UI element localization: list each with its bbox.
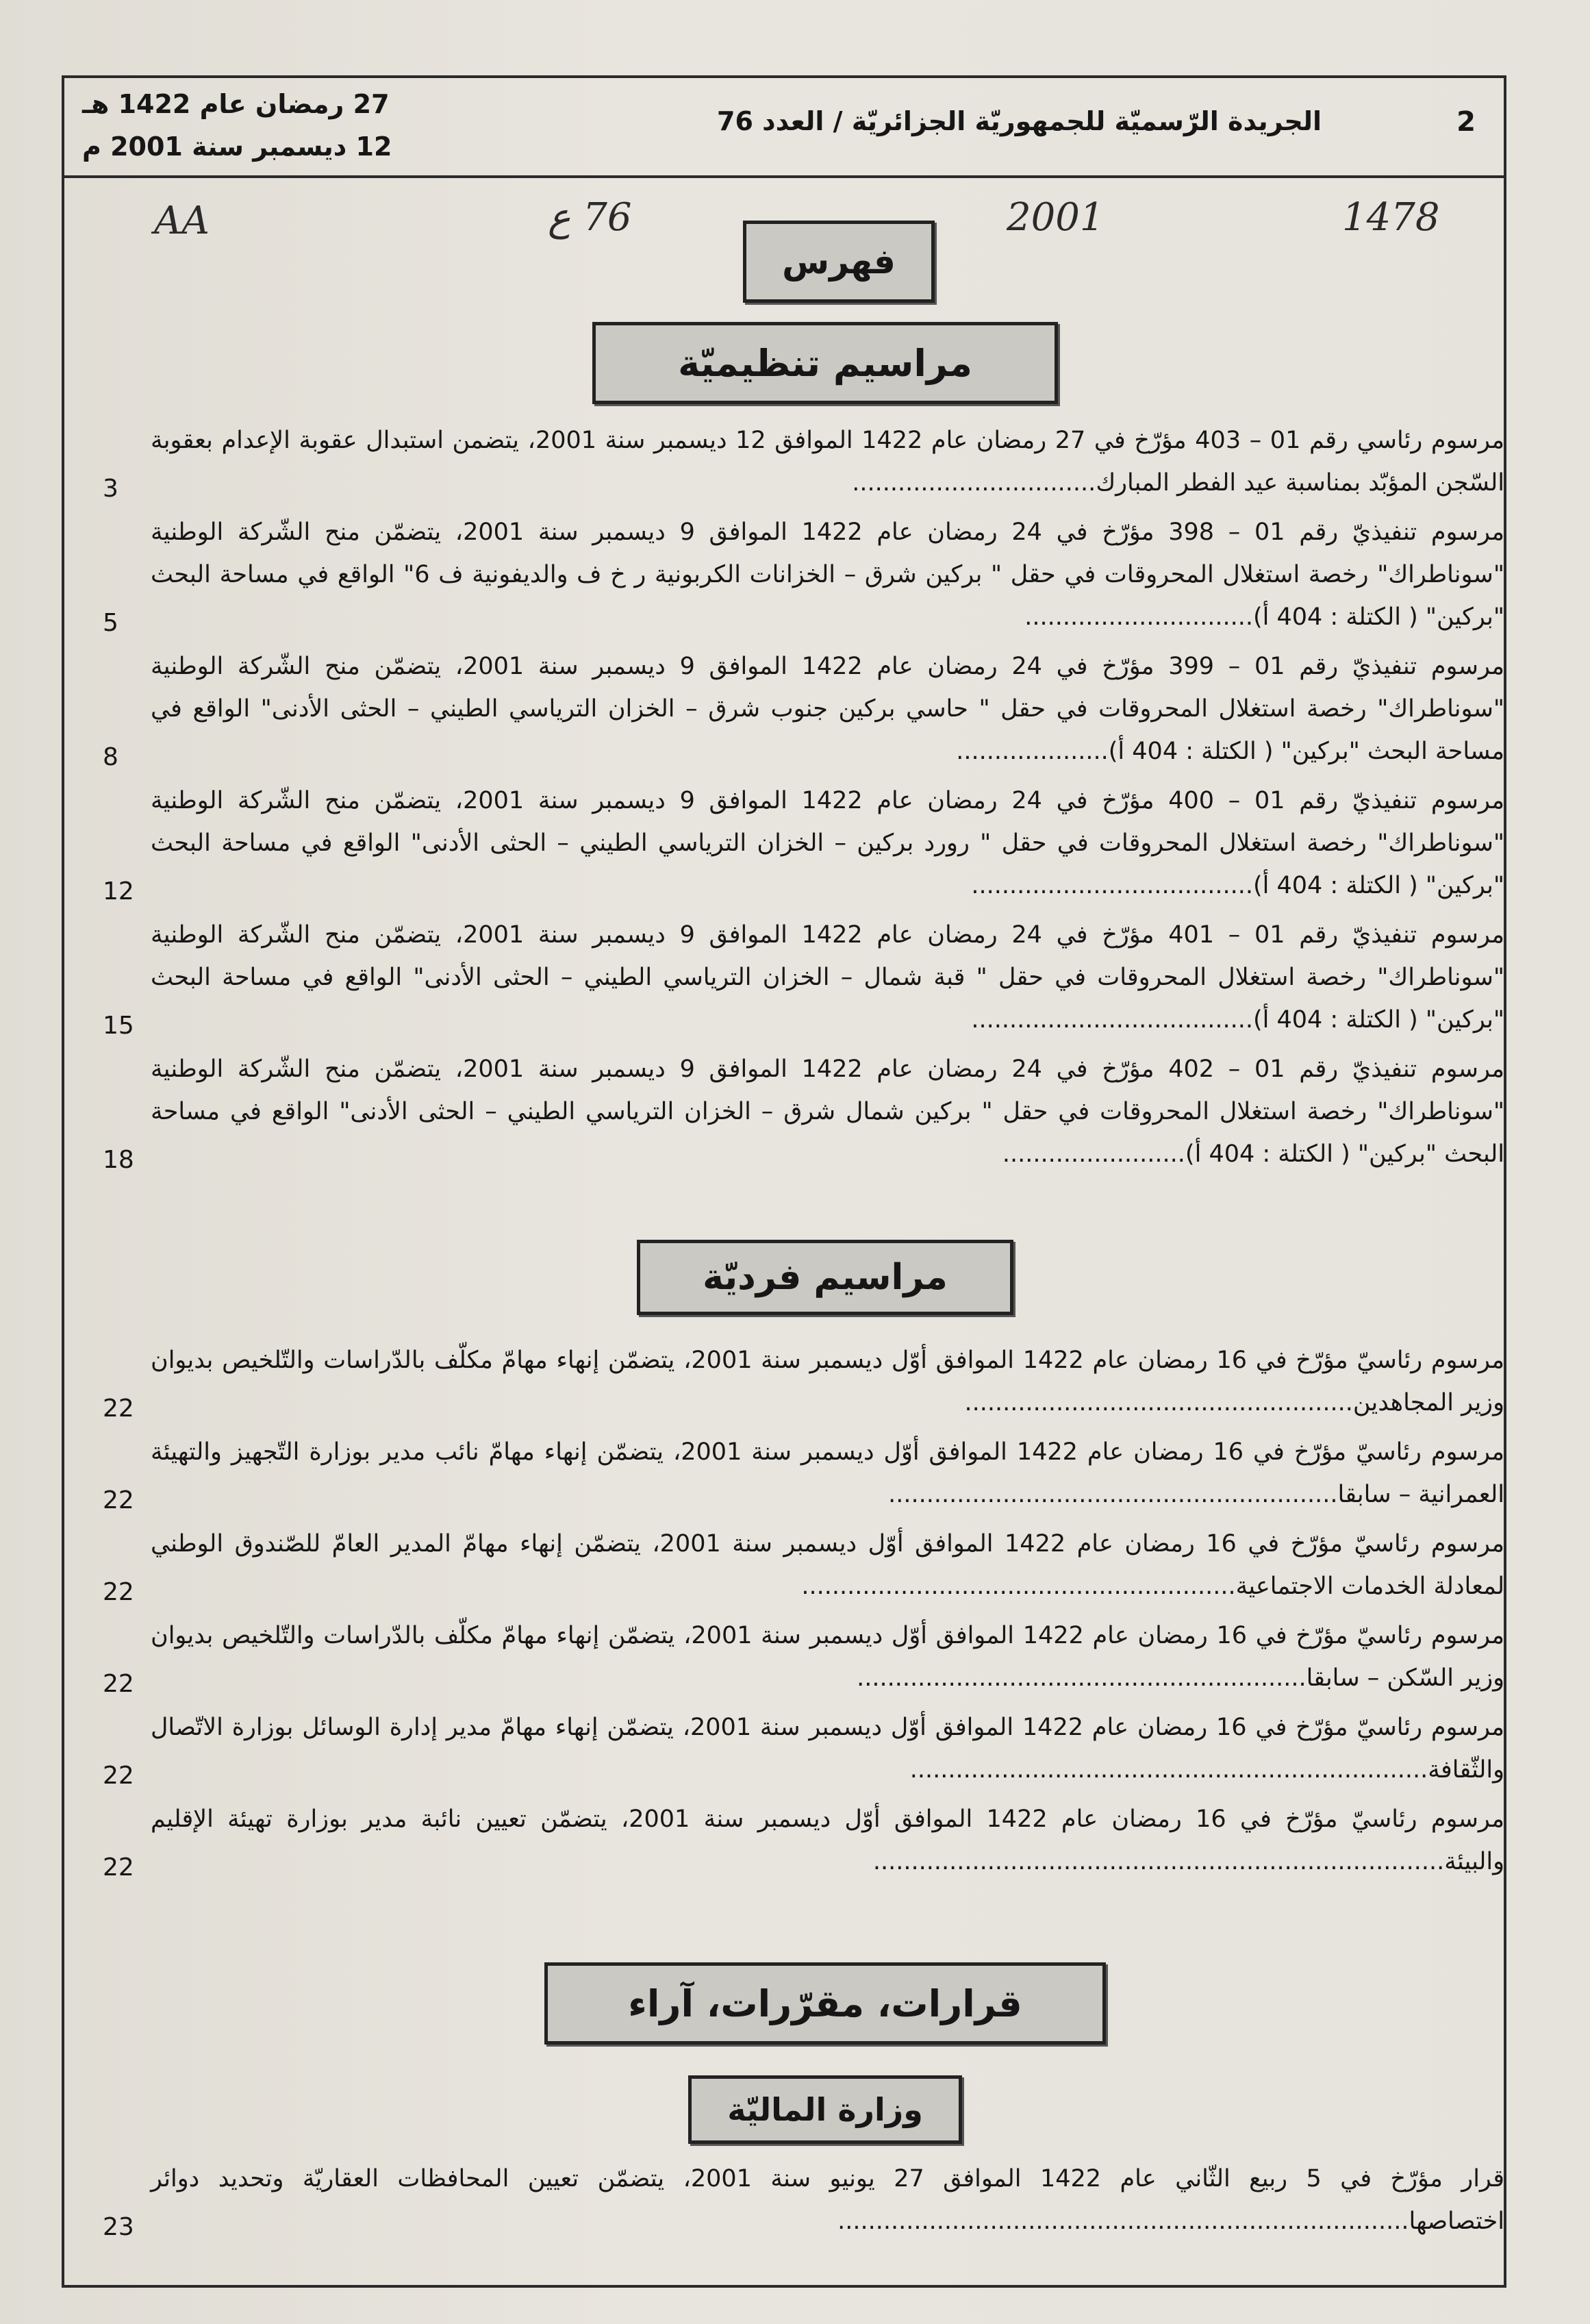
entry-page-number: 23 [103, 2213, 134, 2241]
index-entry[interactable] [103, 1339, 1506, 1424]
entry-text: مرسوم رئاسيّ مؤرّخ في 16 رمضان عام 1422 الموافق أوّل ديسمبر سنة 2001، يتضمّن إنهاء مهامّ نائب مدير بوزارة التّجهيز والتهيئة العمرانية – سابقا........................................................... [151, 1438, 1505, 1508]
entry-text: قرار مؤرّخ في 5 ربيع الثّاني عام 1422 الموافق 27 يونيو سنة 2001، يتضمّن تعيين المحافظات العقاريّة وتحديد دوائر اختصاصها........................................................................... [151, 2165, 1504, 2235]
handwritten-year: 2001 [1007, 195, 1105, 240]
index-entry[interactable] [103, 2158, 1506, 2242]
entry-text: مرسوم تنفيذيّ رقم 01 – 398 مؤرّخ في 24 رمضان عام 1422 الموافق 9 ديسمبر سنة 2001، يتضمّن منح الشّركة الوطنية "سوناطراك" رخصة استغلال المحروقات في حقل " بركين شرق – الخزانات الكربونية ر خ ف والديفونية ف 6" الواقع في مساحة البحث "بركين" ( الكتلة : 404 أ).............................. [151, 518, 1505, 631]
entry-text: مرسوم تنفيذيّ رقم 01 – 401 مؤرّخ في 24 رمضان عام 1422 الموافق 9 ديسمبر سنة 2001، يتضمّن منح الشّركة الوطنية "سوناطراك" رخصة استغلال المحروقات في حقل " قبة شمال – الخزان الترياسي الطيني – الحثى الأدنى" الواقع في مساحة البحث "بركين" ( الكتلة : 404 أ)..................................... [151, 921, 1505, 1034]
entry-page-number: 22 [103, 1578, 134, 1606]
entry-page-number: 22 [103, 1762, 134, 1790]
entry-text: مرسوم تنفيذيّ رقم 01 – 399 مؤرّخ في 24 رمضان عام 1422 الموافق 9 ديسمبر سنة 2001، يتضمّن منح الشّركة الوطنية "سوناطراك" رخصة استغلال المحروقات في حقل " حاسي بركين جنوب شرق – الخزان الترياسي الطيني – الحثى الأدنى" الواقع في مساحة البحث "بركين" ( الكتلة : 404 أ).................... [151, 653, 1505, 765]
index-entry[interactable] [103, 1798, 1506, 1883]
index-entry[interactable] [103, 511, 1506, 638]
entry-page-number: 22 [103, 1670, 134, 1698]
entry-page-number: 22 [103, 1395, 134, 1423]
section-title-decisions: قرارات، مقرّرات، آراء [544, 1962, 1106, 2045]
entry-page-number: 12 [103, 877, 134, 905]
index-entry[interactable] [103, 1523, 1506, 1608]
entry-text: مرسوم رئاسيّ مؤرّخ في 16 رمضان عام 1422 الموافق أوّل ديسمبر سنة 2001، يتضمّن إنهاء مهامّ المدير العامّ للصّندوق الوطني لمعادلة الخدمات الاجتماعية......................................................... [151, 1530, 1505, 1600]
entry-page-number: 5 [103, 609, 118, 637]
index-entry[interactable] [103, 1048, 1506, 1175]
entry-page-number: 22 [103, 1853, 134, 1882]
index-entry[interactable] [103, 1614, 1506, 1699]
entry-text: مرسوم رئاسيّ مؤرّخ في 16 رمضان عام 1422 الموافق أوّل ديسمبر سنة 2001، يتضمّن إنهاء مهامّ مكلّف بالدّراسات والتّلخيص بديوان وزير المجاهدين................................................... [151, 1347, 1505, 1416]
entry-text: مرسوم رئاسيّ مؤرّخ في 16 رمضان عام 1422 الموافق أوّل ديسمبر سنة 2001، يتضمّن إنهاء مهامّ مدير إدارة الوسائل بوزارة الاتّصال والثّقافة.................................................................... [151, 1714, 1505, 1784]
section-title-regulatory: مراسيم تنظيميّة [592, 322, 1058, 404]
handwritten-note-left: AA [154, 199, 210, 243]
page-number: 2 [1456, 106, 1476, 138]
handwritten-note-right: 1478 [1342, 195, 1440, 240]
entry-text: مرسوم رئاسيّ مؤرّخ في 16 رمضان عام 1422 الموافق أوّل ديسمبر سنة 2001، يتضمّن إنهاء مهامّ مكلّف بالدّراسات والتّلخيص بديوان وزير السّكن – سابقا........................................................... [151, 1622, 1505, 1692]
entry-text: مرسوم رئاسي رقم 01 – 403 مؤرّخ في 27 رمضان عام 1422 الموافق 12 ديسمبر سنة 2001، يتضمن استبدال عقوبة الإعدام بعقوبة السّجن المؤبّد بمناسبة عيد الفطر المبارك................................ [151, 427, 1505, 497]
hijri-date: 27 رمضان عام 1422 هـ [82, 89, 390, 119]
entry-page-number: 15 [103, 1012, 134, 1040]
entry-page-number: 8 [103, 743, 118, 771]
regulatory-entries [103, 419, 1506, 1175]
index-entry[interactable] [103, 1706, 1506, 1791]
entry-text: مرسوم رئاسيّ مؤرّخ في 16 رمضان عام 1422 الموافق أوّل ديسمبر سنة 2001، يتضمّن تعيين نائبة مدير بوزارة تهيئة الإقليم والبيئة........................................................................... [151, 1806, 1504, 1875]
entry-page-number: 18 [103, 1146, 134, 1174]
entry-page-number: 3 [103, 475, 118, 503]
index-title: فهرس [743, 221, 935, 303]
entry-text: مرسوم تنفيذيّ رقم 01 – 400 مؤرّخ في 24 رمضان عام 1422 الموافق 9 ديسمبر سنة 2001، يتضمّن منح الشّركة الوطنية "سوناطراك" رخصة استغلال المحروقات في حقل " رورد بركين – الخزان الترياسي الطيني – الحثى الأدنى" الواقع في مساحة البحث "بركين" ( الكتلة : 404 أ)..................................... [151, 787, 1505, 899]
decisions-entries [103, 2158, 1506, 2242]
index-entry[interactable] [103, 1431, 1506, 1516]
ministry-title: وزارة الماليّة [688, 2075, 962, 2144]
handwritten-issue: 76 ع [548, 195, 632, 240]
section-title-individual: مراسيم فرديّة [637, 1240, 1013, 1315]
index-entry[interactable] [103, 779, 1506, 907]
page-frame [62, 75, 1506, 2288]
gregorian-date: 12 ديسمبر سنة 2001 م [82, 132, 392, 162]
entry-page-number: 22 [103, 1486, 134, 1514]
page-header [62, 75, 1506, 178]
entry-text: مرسوم تنفيذيّ رقم 01 – 402 مؤرّخ في 24 رمضان عام 1422 الموافق 9 ديسمبر سنة 2001، يتضمّن منح الشّركة الوطنية "سوناطراك" رخصة استغلال المحروقات في حقل " بركين شمال شرق – الخزان الترياسي الطيني – الحثى الأدنى" الواقع في مساحة البحث "بركين" ( الكتلة : 404 أ)........................ [151, 1055, 1505, 1168]
journal-title: الجريدة الرّسميّة للجمهوريّة الجزائريّة / العدد 76 [717, 106, 1322, 136]
index-entry[interactable] [103, 914, 1506, 1041]
individual-entries [103, 1339, 1506, 1883]
index-entry[interactable] [103, 419, 1506, 504]
index-entry[interactable] [103, 645, 1506, 773]
